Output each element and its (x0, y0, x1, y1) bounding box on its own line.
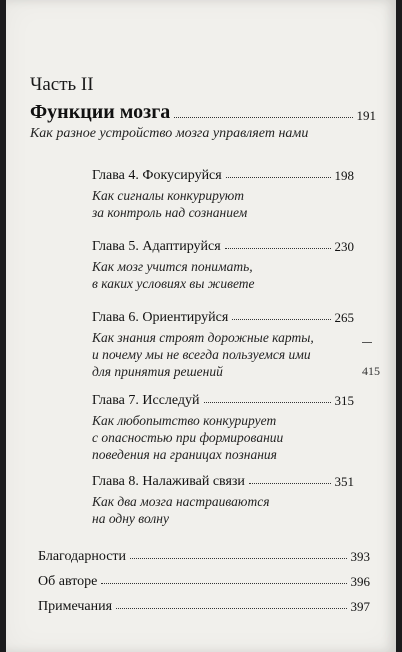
back-matter-entry (38, 597, 370, 615)
chapter-subtitle-line: с опасностью при формировании (92, 430, 284, 445)
back-matter-entry (38, 572, 370, 590)
part-label: Часть II (30, 74, 94, 95)
part-title: Функции мозга (30, 101, 171, 123)
chapter-subtitle-line: в каких условиях вы живете (92, 276, 255, 291)
chapter-title: Глава 5. Адаптируйся (92, 239, 221, 254)
chapter-subtitle-line: за контроль над сознанием (92, 205, 248, 220)
chapter-title: Глава 4. Фокусируйся (92, 168, 222, 183)
dot-leader (232, 319, 330, 320)
back-matter-label: Примечания (38, 599, 113, 614)
part-subtitle: Как разное устройство мозга управляет нами (30, 126, 309, 141)
chapter-subtitle-line: Как любопытство конкурирует (92, 413, 277, 428)
chapter-page-number: 315 (334, 393, 354, 408)
chapter-subtitle (92, 493, 354, 527)
margin-rule (362, 342, 372, 343)
dot-leader (225, 248, 331, 249)
chapter-entry (92, 308, 354, 380)
chapter-page-number: 265 (334, 310, 354, 325)
chapter-subtitle-line: Как два мозга настраиваются (92, 494, 270, 509)
chapter-subtitle-line: Как знания строят дорожные карты, (92, 330, 314, 345)
chapter-entry (92, 391, 354, 463)
chapter-row (92, 237, 354, 255)
chapter-entry (92, 237, 354, 292)
back-matter-page-number: 393 (350, 549, 370, 564)
part-title-row (30, 100, 376, 124)
chapter-entry (92, 472, 354, 527)
chapter-title: Глава 6. Ориентируйся (92, 310, 229, 325)
dot-leader (204, 402, 331, 403)
dot-leader (130, 558, 346, 559)
chapter-subtitle-line: на одну волну (92, 511, 169, 526)
chapter-subtitle (92, 258, 354, 292)
chapter-subtitle-line: Как мозг учится понимать, (92, 259, 253, 274)
back-matter-entry (38, 547, 370, 565)
back-matter-label: Об авторе (38, 574, 98, 589)
chapter-row (92, 391, 354, 409)
chapter-subtitle-line: и почему мы не всегда пользуемся ими (92, 347, 311, 362)
chapter-page-number: 351 (334, 474, 354, 489)
dot-leader (116, 608, 346, 609)
chapter-subtitle-line: поведения на границах познания (92, 447, 277, 462)
chapter-row (92, 472, 354, 490)
part-page-number: 191 (356, 108, 376, 123)
dot-leader (249, 483, 331, 484)
chapter-page-number: 230 (334, 239, 354, 254)
dot-leader (226, 177, 331, 178)
back-matter-page-number: 396 (350, 574, 370, 589)
folio-page-number: 415 (362, 364, 380, 378)
chapter-entry (92, 166, 354, 221)
chapter-subtitle (92, 187, 354, 221)
back-matter-label: Благодарности (38, 549, 127, 564)
chapter-subtitle (92, 412, 354, 463)
dot-leader (101, 583, 346, 584)
chapter-page-number: 198 (334, 168, 354, 183)
chapter-subtitle-line: для принятия решений (92, 364, 223, 379)
chapter-subtitle-line: Как сигналы конкурируют (92, 188, 244, 203)
chapter-subtitle (92, 329, 354, 380)
chapter-title: Глава 7. Исследуй (92, 393, 200, 408)
chapter-row (92, 308, 354, 326)
chapter-row (92, 166, 354, 184)
back-matter-page-number: 397 (350, 599, 370, 614)
book-page (6, 0, 396, 652)
dot-leader (174, 117, 352, 118)
chapter-title: Глава 8. Налаживай связи (92, 474, 245, 489)
